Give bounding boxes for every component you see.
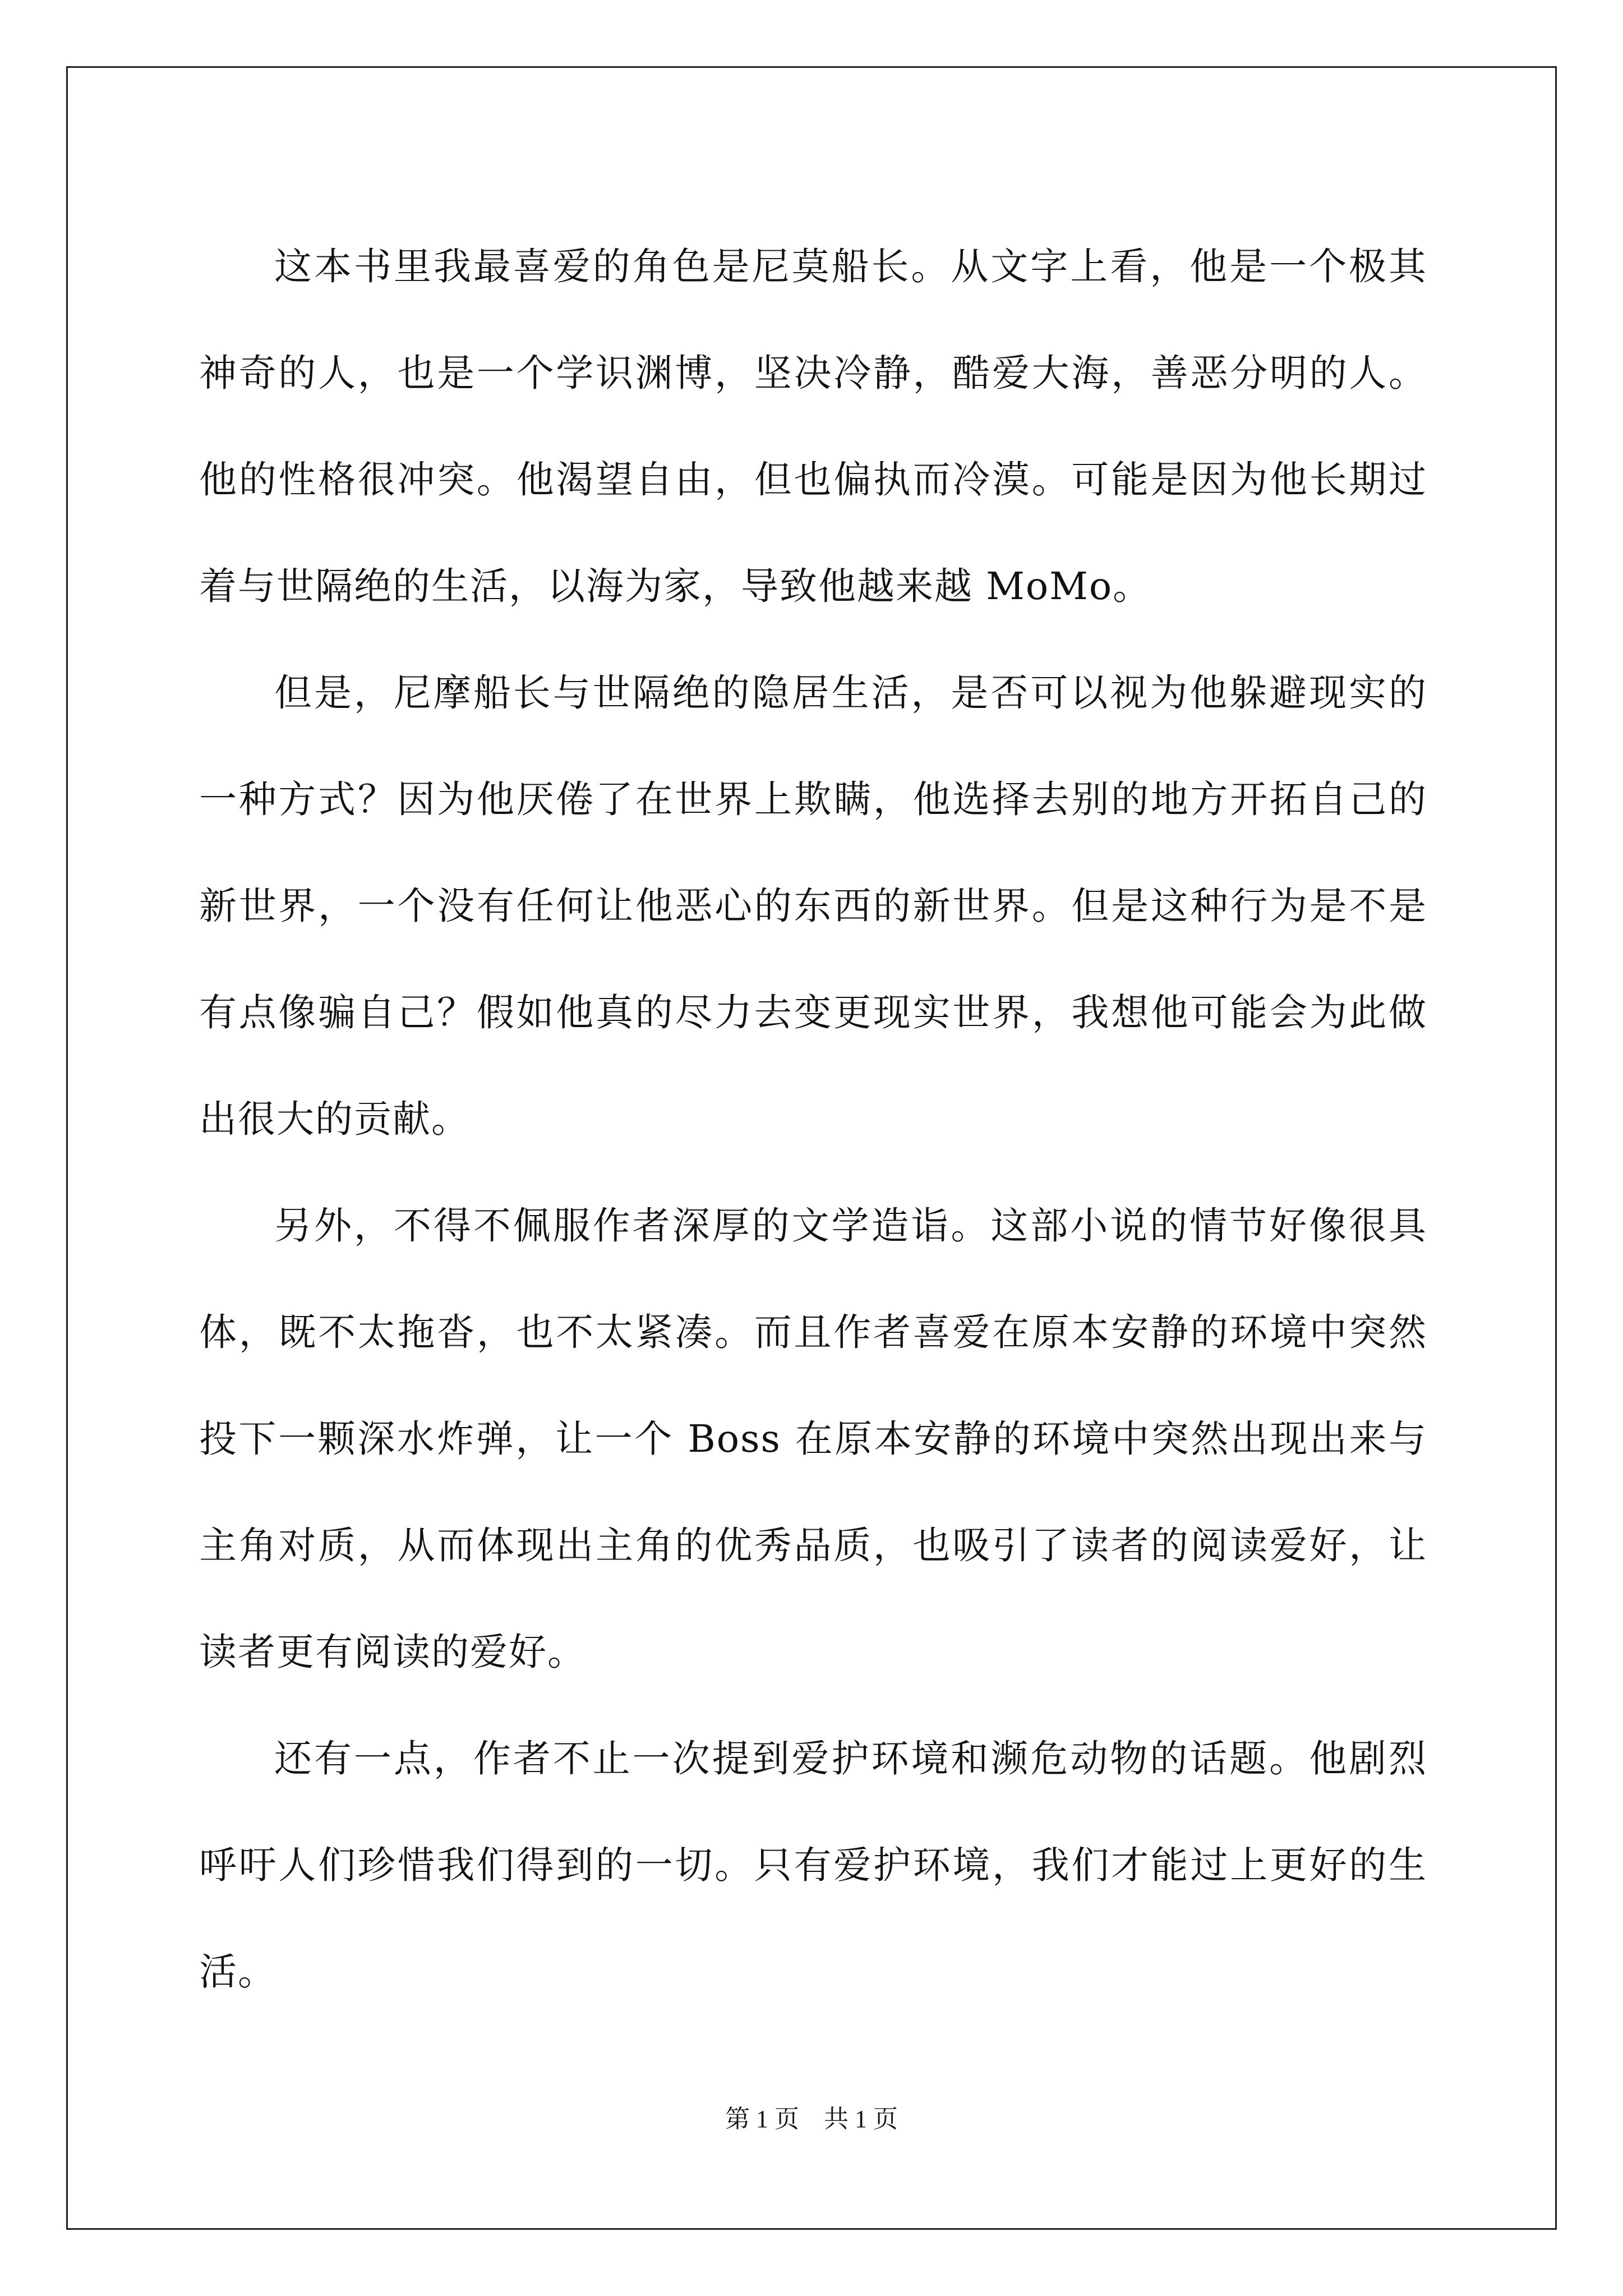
paragraph-1: 这本书里我最喜爱的角色是尼莫船长。从文字上看，他是一个极其神奇的人，也是一个学识渊博，坚决冷静，酷爱大海，善恶分明的人。他的性格很冲突。他渴望自由，但也偏执而冷漠。可能是因为他长期过着与世隔绝的生活，以海为家，导致他越来越 MoMo。: [199, 245, 1427, 608]
page-number-footer: 第 1 页 共 1 页: [725, 2105, 898, 2133]
document-body: [199, 213, 1427, 2025]
paragraph-4: 还有一点，作者不止一次提到爱护环境和濒危动物的话题。他剧烈呼吁人们珍惜我们得到的一切。只有爱护环境，我们才能过上更好的生活。: [199, 1737, 1427, 1994]
paragraph-2: 但是，尼摩船长与世隔绝的隐居生活，是否可以视为他躲避现实的一种方式？因为他厌倦了在世界上欺瞒，他选择去别的地方开拓自己的新世界，一个没有任何让他恶心的东西的新世界。但是这种行为是不是有点像骗自己？假如他真的尽力去变更现实世界，我想他可能会为此做出很大的贡献。: [199, 671, 1427, 1141]
paragraph-3: 另外，不得不佩服作者深厚的文学造诣。这部小说的情节好像很具体，既不太拖沓，也不太紧凑。而且作者喜爱在原本安静的环境中突然投下一颗深水炸弹，让一个 Boss 在原本安静的环境中突然出现出来与主角对质，从而体现出主角的优秀品质，也吸引了读者的阅读爱好，让读者更有阅读的爱好。: [199, 1204, 1427, 1674]
